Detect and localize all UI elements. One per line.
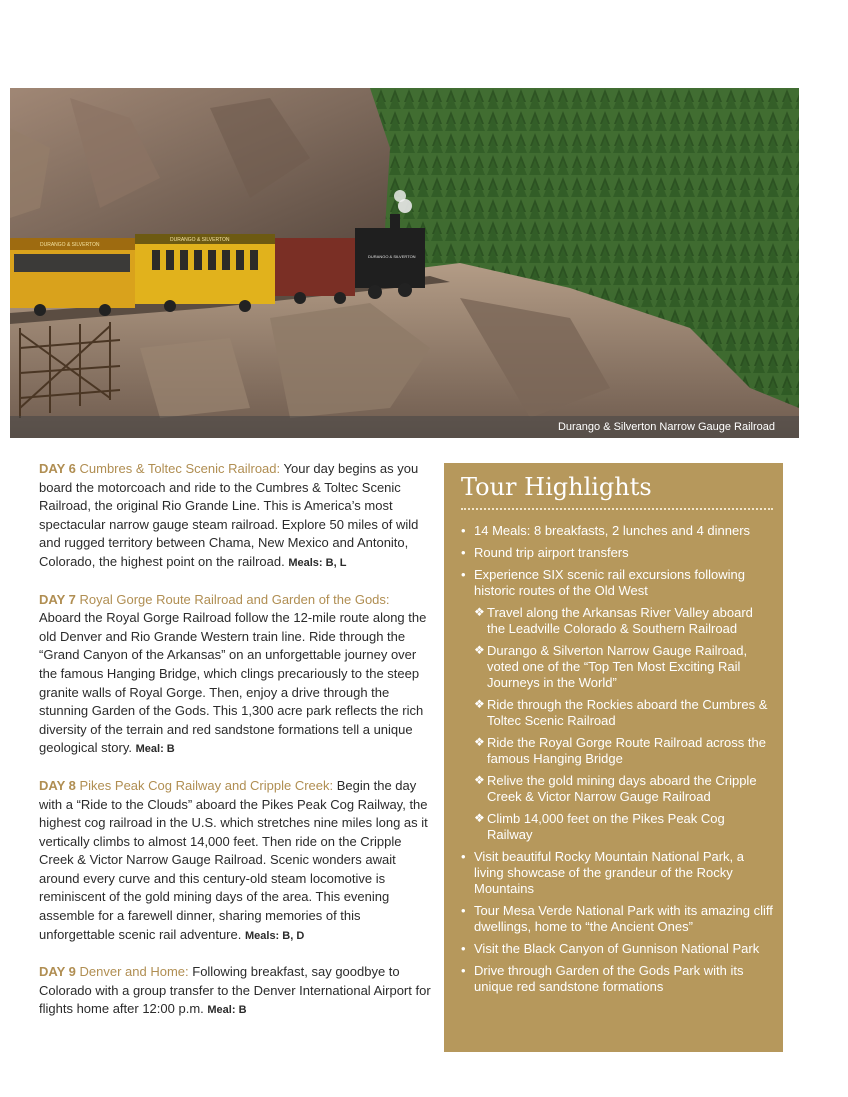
- sub-highlight-item: [474, 811, 773, 843]
- day-title: Cumbres & Toltec Scenic Railroad:: [79, 461, 281, 476]
- day-body: Your day begins as you board the motorcoach and ride to the Cumbres & Toltec Scenic Railroad, the original Rio Grande Line. This is America’s most spectacular narrow gauge steam railroad. Explore 50 miles of wild and rugged territory between Chama, New Mexico and Antonito, Colorado, the highest point on the railroad.: [39, 461, 419, 569]
- day-9: [39, 963, 434, 1020]
- bullet-icon: •: [461, 849, 466, 864]
- day-title: Denver and Home:: [79, 964, 189, 980]
- day-6: [39, 460, 434, 573]
- highlights-title: Tour Highlights: [461, 473, 652, 501]
- sub-highlight-item: [474, 773, 773, 805]
- sub-highlight-text: Travel along the Arkansas River Valley aboard the Leadville Colorado & Southern Railroad: [487, 605, 753, 636]
- rail-excursions-list: [474, 605, 773, 843]
- day-body: Begin the day with a “Ride to the Clouds” aboard the Pikes Peak Cog Railway, the highest cog railroad in the U.S. which stretches nine miles long as it vertically climbs to almost 14,000 feet. Then ride on the Cripple Creek & Victor Narrow Gauge Railroad. Scenic wonders await around every curve and this century-old steam locomotive is reminiscent of the gold mining days of the area. This evening assemble for a farewell dinner, sharing memories of this unforgettable scenic rail adventure.: [39, 777, 428, 942]
- sub-highlight-text: Durango & Silverton Narrow Gauge Railroad, voted one of the “Top Ten Most Exciting Rail Journeys in the World”: [487, 643, 748, 690]
- day-number: DAY 8: [39, 777, 76, 793]
- day-body: Following breakfast, say goodbye to Colorado with a group transfer to the Denver International Airport for flights home after 12:00 p.m.: [39, 964, 431, 1017]
- sub-highlight-text: Relive the gold mining days aboard the Cripple Creek & Victor Narrow Gauge Railroad: [487, 773, 757, 804]
- dotted-divider: [461, 508, 773, 510]
- day-8: [39, 777, 434, 945]
- highlights-list: [461, 523, 773, 1001]
- day-meals: Meal: B: [135, 743, 175, 756]
- highlight-text: Visit the Black Canyon of Gunnison National Park: [474, 941, 760, 956]
- bullet-icon: •: [461, 523, 466, 538]
- sub-highlight-item: [474, 697, 773, 729]
- highlight-item: [461, 903, 773, 935]
- day-number: DAY 6: [39, 461, 76, 476]
- car-label: DURANGO & SILVERTON: [368, 254, 416, 259]
- bullet-icon: •: [461, 963, 466, 978]
- car-label: DURANGO & SILVERTON: [170, 237, 230, 243]
- day-meals: Meals: B, D: [244, 929, 305, 942]
- highlight-text: 14 Meals: 8 breakfasts, 2 lunches and 4 dinners: [474, 523, 751, 538]
- diamond-bullet-icon: ❖: [474, 643, 485, 657]
- diamond-bullet-icon: ❖: [474, 773, 485, 787]
- diamond-bullet-icon: ❖: [474, 697, 485, 711]
- day-number: DAY 7: [39, 591, 76, 607]
- bullet-icon: •: [461, 941, 466, 956]
- highlight-text: Tour Mesa Verde National Park with its amazing cliff dwellings, home to “the Ancient Ones”: [474, 903, 773, 934]
- highlight-item: [461, 545, 773, 561]
- diamond-bullet-icon: ❖: [474, 605, 485, 619]
- hero-photo: [10, 88, 799, 438]
- highlight-item: [461, 849, 773, 897]
- highlight-text: Visit beautiful Rocky Mountain National Park, a living showcase of the grandeur of the Rocky Mountains: [474, 849, 745, 896]
- day-body: Aboard the Royal Gorge Railroad follow the 12-mile route along the old Denver and Rio Grande Western train line. Ride through the “Grand Canyon of the Arkansas” on an unforgettable journey over the famous Hanging Bridge, which clings precariously to the steep granite walls of Royal Gorge. Then, enjoy a drive through the stunning Garden of the Gods. This 1,300 acre park reflects the rich diversity of the terrain and red sandstone formations tell a unique geological story.: [39, 610, 427, 756]
- sub-highlight-text: Ride through the Rockies aboard the Cumbres & Toltec Scenic Railroad: [487, 697, 768, 728]
- highlight-text: Round trip airport transfers: [474, 545, 629, 560]
- day-7: [39, 591, 434, 759]
- highlight-text: Experience SIX scenic rail excursions following historic routes of the Old West: [474, 567, 745, 598]
- photo-caption: Durango & Silverton Narrow Gauge Railroad: [557, 421, 775, 433]
- sub-highlight-item: [474, 605, 773, 637]
- sub-highlight-text: Ride the Royal Gorge Route Railroad across the famous Hanging Bridge: [487, 735, 766, 766]
- itinerary-days: [39, 460, 434, 1038]
- day-title: Royal Gorge Route Railroad and Garden of the Gods:: [79, 591, 390, 607]
- highlight-text: Drive through Garden of the Gods Park with its unique red sandstone formations: [474, 963, 744, 994]
- bullet-icon: •: [461, 567, 466, 582]
- bullet-icon: •: [461, 903, 466, 918]
- highlight-item: [461, 567, 773, 843]
- diamond-bullet-icon: ❖: [474, 735, 485, 749]
- sub-highlight-item: [474, 643, 773, 691]
- bullet-icon: •: [461, 545, 466, 560]
- sub-highlight-item: [474, 735, 773, 767]
- day-number: DAY 9: [39, 964, 76, 980]
- diamond-bullet-icon: ❖: [474, 811, 485, 825]
- highlight-item: [461, 523, 773, 539]
- day-title: Pikes Peak Cog Railway and Cripple Creek:: [79, 777, 334, 793]
- train-canyon-illustration: [10, 88, 799, 438]
- highlight-item: [461, 941, 773, 957]
- day-meals: Meals: B, L: [288, 556, 347, 569]
- car-label: DURANGO & SILVERTON: [40, 242, 100, 248]
- sub-highlight-text: Climb 14,000 feet on the Pikes Peak Cog Railway: [487, 811, 725, 842]
- highlight-item: [461, 963, 773, 995]
- day-meals: Meal: B: [207, 1004, 247, 1017]
- tour-highlights-box: [444, 463, 783, 1052]
